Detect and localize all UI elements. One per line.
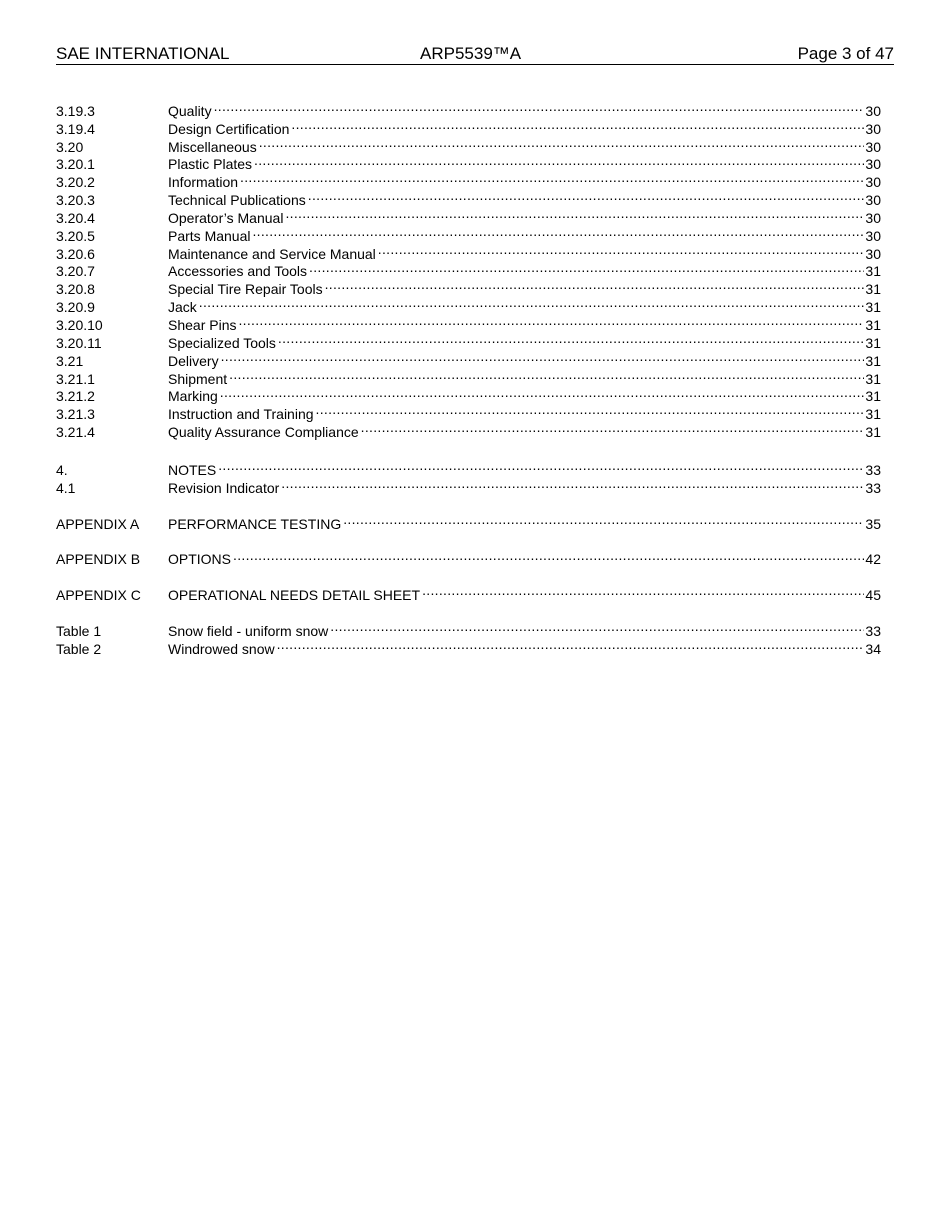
toc-appendix-entry[interactable] bbox=[56, 582, 881, 604]
dot-leader bbox=[220, 384, 864, 402]
toc-appendix-entry[interactable] bbox=[56, 511, 881, 532]
toc-entry-title: Quality Assurance Compliance bbox=[168, 424, 359, 441]
toc-appendix-b-group bbox=[56, 547, 881, 568]
toc-entry-page: 31 bbox=[865, 424, 881, 441]
toc-entry-title: Maintenance and Service Manual bbox=[168, 245, 376, 262]
dot-leader bbox=[378, 241, 864, 259]
dot-leader bbox=[229, 366, 864, 384]
toc-entry-page: 30 bbox=[865, 245, 881, 262]
toc-entry-number: 3.19.3 bbox=[56, 102, 95, 119]
toc-entry-title: Technical Publications bbox=[168, 192, 306, 209]
toc-appendix-c-group bbox=[56, 582, 881, 604]
dot-leader bbox=[259, 134, 864, 152]
toc-tables-group bbox=[56, 618, 881, 657]
toc-entry-page: 30 bbox=[865, 174, 881, 191]
toc-entry-title: Quality bbox=[168, 102, 212, 119]
page-header bbox=[56, 44, 894, 65]
toc-entry-title: Revision Indicator bbox=[168, 479, 280, 496]
table-of-contents bbox=[56, 98, 881, 657]
toc-entry-page: 31 bbox=[865, 281, 881, 298]
toc-entry-number: 3.20.9 bbox=[56, 299, 95, 316]
toc-entry-page: 31 bbox=[865, 316, 881, 333]
toc-entry-page: 30 bbox=[865, 102, 881, 119]
toc-entry-number: 3.20.4 bbox=[56, 209, 95, 226]
toc-entry-page: 33 bbox=[865, 479, 881, 496]
toc-sections-group bbox=[56, 98, 881, 441]
toc-entry-title: Miscellaneous bbox=[168, 138, 257, 155]
toc-entry-number: 3.20.11 bbox=[56, 334, 102, 351]
toc-entry-title: Information bbox=[168, 174, 239, 191]
toc-entry-title: Plastic Plates bbox=[168, 156, 253, 173]
toc-entry-title: OPERATIONAL NEEDS DETAIL SHEET bbox=[168, 587, 421, 604]
dot-leader bbox=[254, 152, 864, 170]
toc-entry-page: 42 bbox=[865, 551, 881, 568]
toc-notes-group bbox=[56, 457, 881, 496]
toc-entry-number: 3.21 bbox=[56, 352, 84, 369]
organization-name: SAE INTERNATIONAL bbox=[56, 44, 230, 63]
toc-entry-number: Table 1 bbox=[56, 623, 102, 640]
toc-entry-page: 30 bbox=[865, 156, 881, 173]
toc-entry-number: 3.20.1 bbox=[56, 156, 95, 173]
toc-entry-number: 3.19.4 bbox=[56, 120, 95, 137]
toc-entry-page: 31 bbox=[865, 299, 881, 316]
toc-entry-number: 4. bbox=[56, 461, 68, 478]
toc-entry-page: 31 bbox=[865, 388, 881, 405]
dot-leader bbox=[221, 348, 864, 366]
toc-entry-page: 31 bbox=[865, 263, 881, 280]
toc-entry-title: Design Certification bbox=[168, 120, 290, 137]
toc-entry-page: 30 bbox=[865, 192, 881, 209]
dot-leader bbox=[233, 547, 864, 565]
toc-entry-number: 3.20.3 bbox=[56, 192, 95, 209]
toc-entry-page: 31 bbox=[865, 406, 881, 423]
dot-leader bbox=[422, 582, 864, 600]
dot-leader bbox=[281, 475, 864, 493]
toc-entry-title: OPTIONS bbox=[168, 551, 232, 568]
toc-entry-page: 31 bbox=[865, 334, 881, 351]
toc-entry-page: 30 bbox=[865, 227, 881, 244]
toc-appendix-entry[interactable] bbox=[56, 547, 881, 568]
dot-leader bbox=[316, 401, 864, 419]
dot-leader bbox=[285, 205, 864, 223]
dot-leader bbox=[199, 294, 864, 312]
toc-entry-number: 3.21.4 bbox=[56, 424, 95, 441]
toc-entry-number: 3.20.7 bbox=[56, 263, 95, 280]
toc-entry-title: Accessories and Tools bbox=[168, 263, 308, 280]
toc-entry-title: Shipment bbox=[168, 370, 228, 387]
dot-leader bbox=[238, 312, 864, 330]
toc-entry-number: 3.21.1 bbox=[56, 370, 95, 387]
toc-entry-number: 3.20.10 bbox=[56, 316, 103, 333]
toc-entry[interactable] bbox=[56, 457, 881, 478]
toc-entry-page: 30 bbox=[865, 209, 881, 226]
dot-leader bbox=[278, 330, 864, 348]
toc-entry-number: 4.1 bbox=[56, 479, 76, 496]
dot-leader bbox=[325, 276, 864, 294]
toc-entry-number: 3.20.6 bbox=[56, 245, 95, 262]
dot-leader bbox=[252, 223, 864, 241]
toc-entry-number: 3.20.2 bbox=[56, 174, 95, 191]
toc-entry-title: Jack bbox=[168, 299, 197, 316]
toc-entry[interactable] bbox=[56, 98, 881, 119]
toc-entry-title: Operator’s Manual bbox=[168, 209, 284, 226]
toc-entry-number: 3.21.3 bbox=[56, 406, 95, 423]
toc-entry-title: Marking bbox=[168, 388, 218, 405]
toc-entry-page: 30 bbox=[865, 120, 881, 137]
toc-entry-title: Shear Pins bbox=[168, 316, 237, 333]
toc-entry-number: APPENDIX C bbox=[56, 587, 141, 604]
toc-entry-title: Special Tire Repair Tools bbox=[168, 281, 323, 298]
toc-entry-title: Snow field - uniform snow bbox=[168, 623, 329, 640]
toc-entry-page: 45 bbox=[865, 587, 881, 604]
dot-leader bbox=[218, 457, 864, 475]
dot-leader bbox=[291, 116, 864, 134]
toc-entry-title: Delivery bbox=[168, 352, 219, 369]
toc-appendix-a-group bbox=[56, 511, 881, 532]
toc-entry-number: Table 2 bbox=[56, 640, 102, 657]
toc-table-entry[interactable] bbox=[56, 618, 881, 640]
toc-entry-number: 3.20.8 bbox=[56, 281, 95, 298]
toc-entry-page: 31 bbox=[865, 352, 881, 369]
toc-entry-number: 3.20.5 bbox=[56, 227, 95, 244]
dot-leader bbox=[361, 419, 864, 437]
toc-entry-page: 33 bbox=[865, 623, 881, 640]
dot-leader bbox=[309, 259, 864, 277]
dot-leader bbox=[343, 511, 864, 529]
toc-entry-title: Specialized Tools bbox=[168, 334, 276, 351]
dot-leader bbox=[330, 618, 864, 636]
toc-entry-title: Instruction and Training bbox=[168, 406, 314, 423]
toc-entry-page: 31 bbox=[865, 370, 881, 387]
toc-entry-number: APPENDIX A bbox=[56, 515, 140, 532]
toc-entry-page: 33 bbox=[865, 461, 881, 478]
document-id: ARP5539™A bbox=[420, 44, 522, 63]
toc-entry-number: 3.20 bbox=[56, 138, 84, 155]
dot-leader bbox=[240, 169, 864, 187]
toc-entry-title: Parts Manual bbox=[168, 227, 251, 244]
toc-entry-title: NOTES bbox=[168, 461, 217, 478]
toc-entry-number: APPENDIX B bbox=[56, 551, 141, 568]
toc-entry-title: Windrowed snow bbox=[168, 640, 275, 657]
dot-leader bbox=[308, 187, 864, 205]
toc-entry-title: PERFORMANCE TESTING bbox=[168, 515, 342, 532]
dot-leader bbox=[277, 636, 864, 654]
toc-entry-page: 30 bbox=[865, 138, 881, 155]
dot-leader bbox=[214, 98, 864, 116]
page-number: Page 3 of 47 bbox=[797, 44, 894, 63]
toc-entry-page: 34 bbox=[865, 640, 881, 657]
toc-entry-page: 35 bbox=[865, 515, 881, 532]
toc-entry-number: 3.21.2 bbox=[56, 388, 95, 405]
